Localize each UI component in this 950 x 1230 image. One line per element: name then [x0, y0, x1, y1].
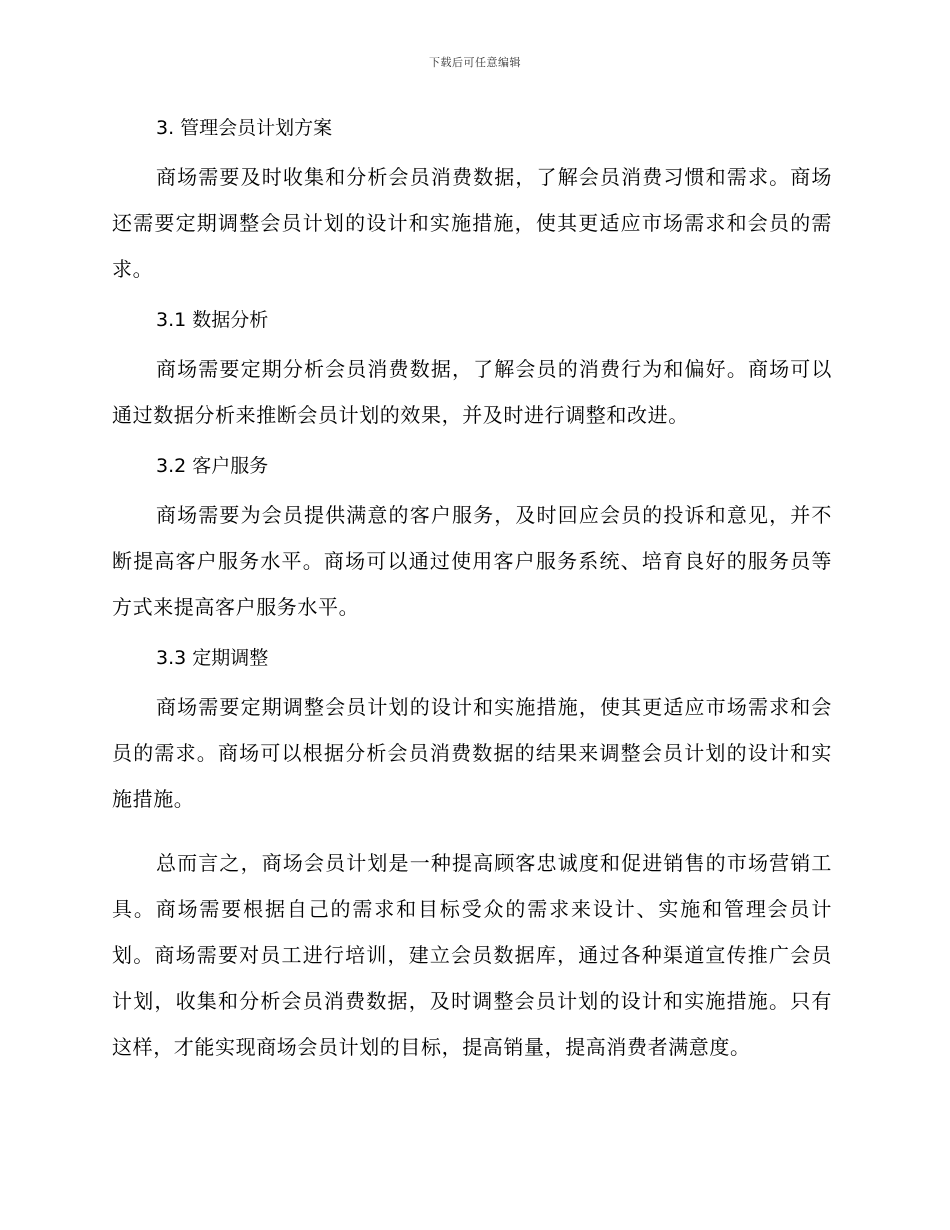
- section-paragraph-3-3: 商场需要定期调整会员计划的设计和实施措施，使其更适应市场需求和会员的需求。商场可以根据分析会员消费数据的结果来调整会员计划的设计和实施措施。: [112, 695, 832, 811]
- section-paragraph-3-2: 商场需要为会员提供满意的客户服务，及时回应会员的投诉和意见，并不断提高客户服务水平。商场可以通过使用客户服务系统、培育良好的服务员等方式来提高客户服务水平。: [112, 503, 832, 619]
- section-heading-3-1: 3.1 数据分析: [156, 309, 269, 331]
- summary-paragraph: 总而言之，商场会员计划是一种提高顾客忠诚度和促进销售的市场营销工具。商场需要根据自己的需求和目标受众的需求来设计、实施和管理会员计划。商场需要对员工进行培训，建立会员数据库，通过各种渠道宣传推广会员计划，收集和分析会员消费数据，及时调整会员计划的设计和实施措施。只有这样，才能实现商场会员计划的目标，提高销量，提高消费者满意度。: [112, 851, 832, 1059]
- section-paragraph-3-1: 商场需要定期分析会员消费数据，了解会员的消费行为和偏好。商场可以通过数据分析来推断会员计划的效果，并及时进行调整和改进。: [112, 357, 832, 427]
- page-header-note: 下载后可任意编辑: [429, 56, 521, 69]
- section-paragraph-3: 商场需要及时收集和分析会员消费数据，了解会员消费习惯和需求。商场还需要定期调整会员计划的设计和实施措施，使其更适应市场需求和会员的需求。: [112, 165, 832, 281]
- section-heading-3-3: 3.3 定期调整: [156, 647, 269, 669]
- section-heading-3: 3. 管理会员计划方案: [156, 117, 333, 139]
- section-heading-3-2: 3.2 客户服务: [156, 455, 269, 477]
- document-body: [112, 108, 832, 1070]
